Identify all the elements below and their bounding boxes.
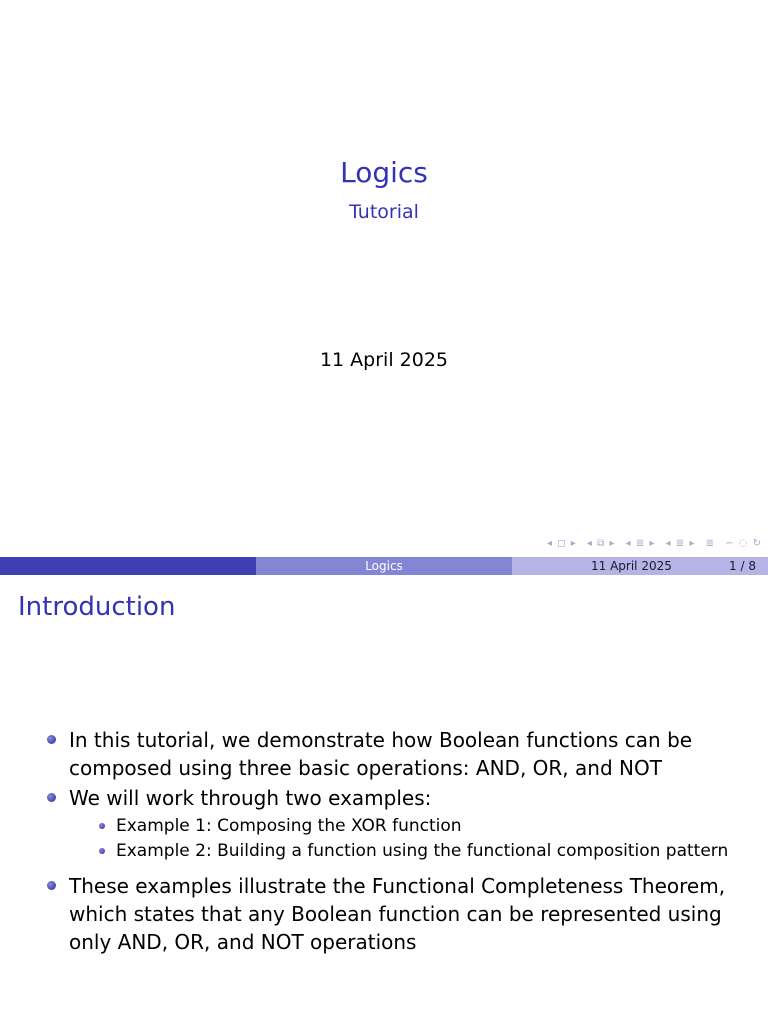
sub-bullet-text: Example 1: Composing the XOR function [116,816,462,836]
presentation-date: 11 April 2025 [319,349,449,371]
frame-title: Introduction [18,592,176,622]
list-item [44,784,756,864]
presentation-subtitle: Tutorial [349,201,419,223]
sub-list-item [95,839,756,864]
sub-bullet-text: Example 2: Building a function using the functional composition pattern [116,841,729,861]
bullet-text: In this tutorial, we demonstrate how Boolean functions can be composed using three basic operations: AND, OR, and NOT [69,728,693,780]
list-item [44,726,756,782]
nav-toc-icon[interactable]: ≣ [705,538,715,549]
nav-section-icon[interactable]: ◂ ≣ ▸ [625,538,656,549]
introduction-slide [0,576,768,1024]
bullet-text: These examples illustrate the Functional Completeness Theorem, which states that any Boolean function can be represented using only AND, OR, and NOT operations [69,874,726,954]
presentation-title: Logics [340,156,428,189]
slide-content [44,726,756,958]
nav-subsection-icon[interactable]: ◂ ⧉ ▸ [586,538,616,549]
list-item [44,872,756,956]
footer-date: 11 April 2025 [591,559,672,573]
sub-list-item [95,814,756,839]
nav-frame-icon[interactable]: ◂ ◻ ▸ [547,538,577,549]
footer-info [512,557,768,575]
nav-subsection-list-icon[interactable]: ◂ ≣ ▸ [665,538,696,549]
footer-page-number: 1 / 8 [729,559,756,573]
bullet-text: We will work through two examples: [69,786,432,810]
navigation-symbols [541,538,762,549]
footer-title: Logics [256,557,512,575]
footer-author [0,557,256,575]
bullet-list [44,726,756,956]
nav-search-icon[interactable]: ∽ ◌ ↻ [725,538,762,549]
sub-bullet-list [69,814,756,864]
footline [0,557,768,575]
